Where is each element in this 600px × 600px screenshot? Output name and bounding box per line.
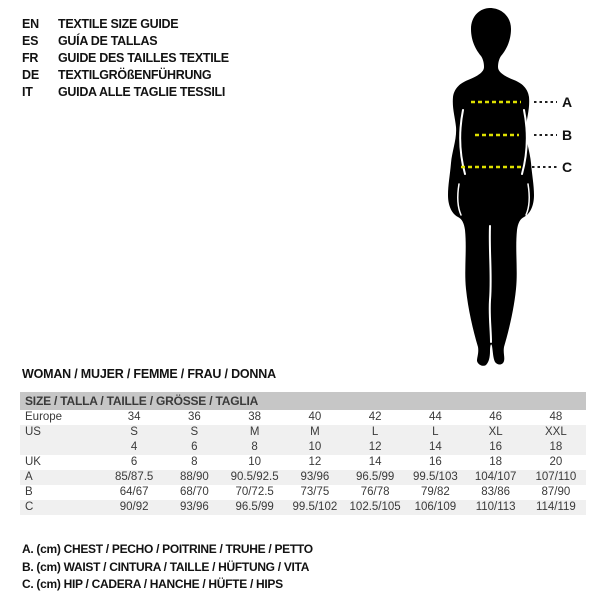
language-code: FR: [22, 50, 39, 65]
marker-label-c: C: [562, 159, 573, 175]
size-cell: 88/90: [179, 471, 209, 483]
size-cell: XXL: [545, 426, 567, 438]
table-row-europe: [20, 410, 586, 425]
size-cell: 34: [127, 411, 141, 423]
legend-hip: C. (cm) HIP / CADERA / HANCHE / HÜFTE / HIPS: [22, 577, 283, 591]
size-cell: M: [310, 426, 320, 438]
size-cell: 107/110: [535, 471, 577, 483]
size-cell: 10: [308, 441, 322, 453]
row-label: A: [25, 471, 33, 483]
size-cell: 99.5/102: [292, 501, 338, 513]
size-cell: 42: [368, 411, 382, 423]
size-cell: 44: [428, 411, 442, 423]
language-code: DE: [22, 67, 39, 82]
table-row-waist-b: [20, 485, 586, 500]
size-cell: 85/87.5: [114, 471, 154, 483]
size-cell: 8: [251, 441, 258, 453]
size-cell: 99.5/103: [412, 471, 458, 483]
size-cell: 70/72.5: [235, 486, 274, 498]
size-cell: 40: [308, 411, 322, 423]
size-table: [20, 392, 586, 515]
marker-label-a: A: [562, 94, 573, 110]
size-cell: 6: [130, 456, 138, 468]
size-cell: 76/78: [360, 486, 390, 498]
size-cell: 73/75: [300, 486, 330, 498]
size-cell: 38: [248, 411, 262, 423]
size-cell: 68/70: [179, 486, 209, 498]
table-row-hip-c: [20, 500, 586, 515]
woman-silhouette: [448, 8, 534, 366]
row-label: Europe: [25, 411, 63, 423]
leg-gap-line: [490, 226, 491, 342]
size-cell: XL: [488, 426, 503, 438]
table-title: WOMAN / MUJER / FEMME / FRAU / DONNA: [22, 367, 276, 381]
size-cell: L: [371, 426, 379, 438]
size-cell: 16: [489, 441, 503, 453]
size-cell: 12: [308, 456, 322, 468]
size-cell: 87/90: [541, 486, 571, 498]
size-cell: 104/107: [474, 471, 517, 483]
size-cell: 79/82: [420, 486, 450, 498]
size-cell: 96.5/99: [355, 471, 395, 483]
size-cell: 96.5/99: [235, 501, 274, 513]
size-cell: 16: [428, 456, 442, 468]
row-label: B: [25, 486, 33, 498]
size-cell: 93/96: [300, 471, 330, 483]
size-cell: 83/86: [481, 486, 511, 498]
language-label: GUIDE DES TAILLES TEXTILE: [58, 50, 229, 65]
row-label: C: [25, 501, 34, 513]
size-cell: S: [130, 426, 138, 438]
language-label: TEXTILE SIZE GUIDE: [58, 16, 179, 31]
size-cell: 114/119: [535, 501, 576, 513]
table-row-uk: [20, 455, 586, 470]
size-table-header: SIZE / TALLA / TAILLE / GRÖSSE / TAGLIA: [20, 392, 586, 410]
size-cell: 8: [191, 456, 198, 468]
size-cell: 46: [489, 411, 503, 423]
marker-label-b: B: [562, 127, 573, 143]
size-cell: 18: [489, 456, 503, 468]
size-cell: 90/92: [119, 501, 149, 513]
legend-chest: A. (cm) CHEST / PECHO / POITRINE / TRUHE / PETTO: [22, 542, 313, 556]
size-cell: 110/113: [475, 501, 516, 513]
row-label: [20, 440, 104, 455]
size-cell: S: [190, 426, 199, 438]
size-cell: L: [432, 426, 439, 438]
size-cell: 18: [549, 441, 563, 453]
size-cell: 10: [248, 456, 262, 468]
table-row-chest-a: [20, 470, 586, 485]
size-cell: 4: [130, 441, 138, 453]
language-code: ES: [22, 33, 39, 48]
size-cell: 12: [368, 441, 382, 453]
language-code: EN: [22, 16, 39, 31]
size-cell: 6: [191, 441, 198, 453]
size-cell: 20: [549, 456, 563, 468]
size-cell: 106/109: [414, 501, 457, 513]
size-cell: 93/96: [179, 501, 209, 513]
measurement-legend: [22, 541, 313, 594]
language-label: GUÍA DE TALLAS: [58, 33, 158, 48]
legend-waist: B. (cm) WAIST / CINTURA / TAILLE / HÜFTUNG / VITA: [22, 559, 310, 574]
size-cell: 48: [549, 411, 563, 423]
row-label: UK: [25, 456, 41, 468]
size-cell: 64/67: [119, 486, 149, 498]
table-row-us-numbers: [20, 440, 586, 455]
size-cell: M: [249, 426, 260, 438]
size-cell: 102.5/105: [349, 501, 401, 513]
size-cell: 14: [368, 456, 382, 468]
language-label: GUIDA ALLE TAGLIE TESSILI: [58, 84, 226, 99]
size-cell: 14: [428, 441, 442, 453]
language-code: IT: [22, 84, 33, 99]
language-label: TEXTILGRÖßENFÜHRUNG: [58, 67, 212, 82]
table-row-us-letters: [20, 425, 586, 440]
size-cell: 36: [187, 411, 201, 423]
size-cell: 90.5/92.5: [230, 471, 279, 483]
row-label: US: [25, 426, 41, 438]
